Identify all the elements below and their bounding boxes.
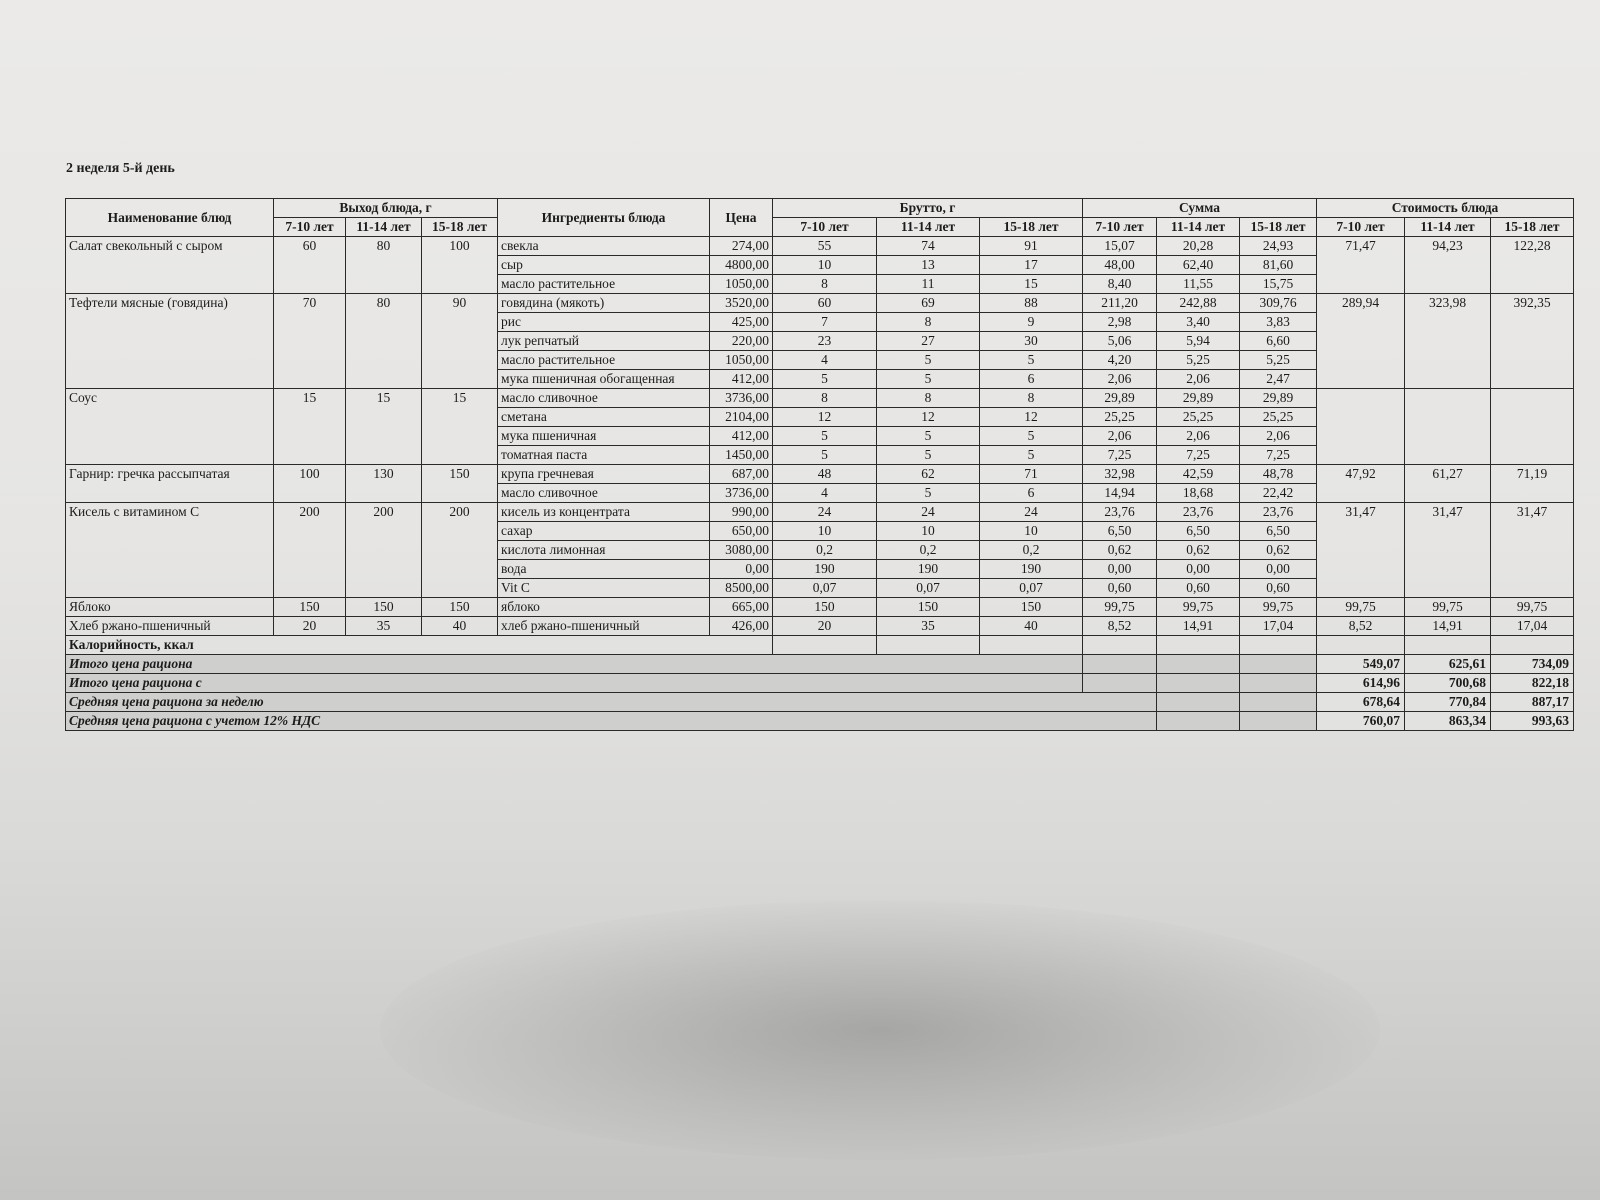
ingredient-gross: 8 [773, 389, 877, 408]
dish-cost: 323,98 [1405, 294, 1491, 389]
ingredient-sum: 81,60 [1240, 256, 1317, 275]
ingredient-gross: 8 [877, 389, 980, 408]
ingredient-name: мука пшеничная обогащенная [498, 370, 710, 389]
ingredient-sum: 99,75 [1240, 598, 1317, 617]
ingredient-gross: 13 [877, 256, 980, 275]
dish-yield: 200 [274, 503, 346, 598]
ingredient-row [66, 503, 1574, 522]
ingredient-gross: 5 [877, 484, 980, 503]
ingredient-sum: 2,06 [1157, 427, 1240, 446]
empty-cell [1157, 693, 1240, 712]
empty-cell [1083, 655, 1157, 674]
empty-cell [773, 636, 877, 655]
page-title: 2 неделя 5-й день [66, 161, 175, 176]
ingredient-name: кисель из концентрата [498, 503, 710, 522]
dish-yield: 130 [346, 465, 422, 503]
ingredient-name: Vit C [498, 579, 710, 598]
ingredient-gross: 88 [980, 294, 1083, 313]
header-age: 11-14 лет [877, 218, 980, 237]
empty-cell [1083, 674, 1157, 693]
ingredient-gross: 60 [773, 294, 877, 313]
ingredient-gross: 5 [980, 427, 1083, 446]
dish-cost: 99,75 [1317, 598, 1405, 617]
ingredient-gross: 0,2 [773, 541, 877, 560]
ingredient-gross: 8 [773, 275, 877, 294]
ingredient-gross: 12 [877, 408, 980, 427]
ingredient-gross: 24 [980, 503, 1083, 522]
ingredient-sum: 2,06 [1083, 427, 1157, 446]
empty-cell [1240, 674, 1317, 693]
total-value: 734,09 [1491, 655, 1574, 674]
ingredient-gross: 0,2 [980, 541, 1083, 560]
ingredient-gross: 30 [980, 332, 1083, 351]
dish-yield: 150 [422, 598, 498, 617]
header-cost: Стоимость блюда [1317, 199, 1574, 218]
dish-yield: 80 [346, 237, 422, 294]
empty-cell [1405, 636, 1491, 655]
ingredient-sum: 7,25 [1240, 446, 1317, 465]
header-age: 7-10 лет [274, 218, 346, 237]
ingredient-gross: 7 [773, 313, 877, 332]
ingredient-gross: 190 [877, 560, 980, 579]
ingredient-name: хлеб ржано-пшеничный [498, 617, 710, 636]
ingredient-gross: 5 [877, 446, 980, 465]
ingredient-gross: 5 [773, 427, 877, 446]
dish-yield: 80 [346, 294, 422, 389]
empty-cell [877, 636, 980, 655]
dish-yield: 15 [422, 389, 498, 465]
total-value: 770,84 [1405, 693, 1491, 712]
ingredient-sum: 24,93 [1240, 237, 1317, 256]
empty-cell [1157, 636, 1240, 655]
ingredient-gross: 23 [773, 332, 877, 351]
ingredient-sum: 8,40 [1083, 275, 1157, 294]
ingredient-name: масло сливочное [498, 484, 710, 503]
ingredient-price: 665,00 [710, 598, 773, 617]
ingredient-sum: 8,52 [1083, 617, 1157, 636]
ingredient-price: 650,00 [710, 522, 773, 541]
dish-name: Кисель с витамином С [66, 503, 274, 598]
header-age: 11-14 лет [346, 218, 422, 237]
ingredient-gross: 55 [773, 237, 877, 256]
ingredient-gross: 12 [980, 408, 1083, 427]
empty-cell [1240, 636, 1317, 655]
total-value: 993,63 [1491, 712, 1574, 731]
ingredient-gross: 5 [980, 351, 1083, 370]
header-age: 15-18 лет [1240, 218, 1317, 237]
ingredient-name: томатная паста [498, 446, 710, 465]
dish-cost: 122,28 [1491, 237, 1574, 294]
ingredient-price: 412,00 [710, 370, 773, 389]
header-age: 15-18 лет [422, 218, 498, 237]
ingredient-gross: 190 [773, 560, 877, 579]
ingredient-gross: 4 [773, 484, 877, 503]
ingredient-gross: 15 [980, 275, 1083, 294]
ingredient-name: свекла [498, 237, 710, 256]
ingredient-sum: 309,76 [1240, 294, 1317, 313]
dish-yield: 40 [422, 617, 498, 636]
ingredient-gross: 10 [773, 522, 877, 541]
ingredient-sum: 48,78 [1240, 465, 1317, 484]
total-value: 549,07 [1317, 655, 1405, 674]
ingredient-sum: 0,00 [1157, 560, 1240, 579]
dish-cost: 31,47 [1317, 503, 1405, 598]
dish-yield: 100 [274, 465, 346, 503]
dish-yield: 70 [274, 294, 346, 389]
dish-cost: 71,47 [1317, 237, 1405, 294]
ingredient-gross: 40 [980, 617, 1083, 636]
ingredient-sum: 2,06 [1157, 370, 1240, 389]
dish-cost: 99,75 [1491, 598, 1574, 617]
ingredient-gross: 6 [980, 484, 1083, 503]
dish-name: Соус [66, 389, 274, 465]
dish-cost: 31,47 [1405, 503, 1491, 598]
ingredient-name: мука пшеничная [498, 427, 710, 446]
ingredient-price: 4800,00 [710, 256, 773, 275]
ingredient-gross: 35 [877, 617, 980, 636]
header-age: 11-14 лет [1157, 218, 1240, 237]
ingredient-gross: 10 [877, 522, 980, 541]
ingredient-sum: 99,75 [1157, 598, 1240, 617]
ingredient-name: масло сливочное [498, 389, 710, 408]
dish-yield: 200 [346, 503, 422, 598]
dish-cost: 47,92 [1317, 465, 1405, 503]
dish-cost: 71,19 [1491, 465, 1574, 503]
empty-cell [1240, 693, 1317, 712]
ingredient-gross: 5 [877, 370, 980, 389]
ingredient-name: масло растительное [498, 351, 710, 370]
ingredient-name: рис [498, 313, 710, 332]
ingredient-row [66, 389, 1574, 408]
dish-cost: 99,75 [1405, 598, 1491, 617]
total-row [66, 693, 1574, 712]
ingredient-sum: 0,62 [1240, 541, 1317, 560]
header-age: 15-18 лет [980, 218, 1083, 237]
ingredient-gross: 24 [877, 503, 980, 522]
ingredient-sum: 2,06 [1083, 370, 1157, 389]
ingredient-sum: 0,62 [1083, 541, 1157, 560]
total-value: 887,17 [1491, 693, 1574, 712]
ingredient-price: 2104,00 [710, 408, 773, 427]
ingredient-sum: 242,88 [1157, 294, 1240, 313]
dish-yield: 20 [274, 617, 346, 636]
ingredient-name: сахар [498, 522, 710, 541]
ingredient-gross: 150 [877, 598, 980, 617]
ingredient-sum: 23,76 [1240, 503, 1317, 522]
ingredient-row [66, 237, 1574, 256]
ingredient-gross: 17 [980, 256, 1083, 275]
empty-cell [1240, 712, 1317, 731]
dish-name: Тефтели мясные (говядина) [66, 294, 274, 389]
ingredient-sum: 5,25 [1157, 351, 1240, 370]
ingredient-sum: 5,25 [1240, 351, 1317, 370]
ingredient-price: 3736,00 [710, 389, 773, 408]
ingredient-sum: 18,68 [1157, 484, 1240, 503]
ingredient-gross: 6 [980, 370, 1083, 389]
ingredient-sum: 14,91 [1157, 617, 1240, 636]
ingredient-gross: 27 [877, 332, 980, 351]
dish-yield: 150 [422, 465, 498, 503]
ingredient-sum: 7,25 [1157, 446, 1240, 465]
ingredient-sum: 23,76 [1083, 503, 1157, 522]
total-label: Средняя цена рациона за неделю [66, 693, 1157, 712]
dish-yield: 60 [274, 237, 346, 294]
empty-cell [1157, 655, 1240, 674]
empty-cell [1157, 674, 1240, 693]
header-sum: Сумма [1083, 199, 1317, 218]
ingredient-sum: 29,89 [1157, 389, 1240, 408]
header-yield: Выход блюда, г [274, 199, 498, 218]
dish-cost [1317, 389, 1405, 465]
ingredient-name: сыр [498, 256, 710, 275]
ingredient-sum: 0,60 [1157, 579, 1240, 598]
total-value: 678,64 [1317, 693, 1405, 712]
dish-yield: 150 [274, 598, 346, 617]
ingredient-sum: 23,76 [1157, 503, 1240, 522]
header-gross: Брутто, г [773, 199, 1083, 218]
empty-cell [1083, 636, 1157, 655]
ingredient-name: яблоко [498, 598, 710, 617]
ingredient-price: 1050,00 [710, 351, 773, 370]
ingredient-gross: 5 [773, 370, 877, 389]
ingredient-sum: 25,25 [1240, 408, 1317, 427]
ingredient-sum: 11,55 [1157, 275, 1240, 294]
ingredient-gross: 4 [773, 351, 877, 370]
dish-cost: 94,23 [1405, 237, 1491, 294]
ingredient-sum: 99,75 [1083, 598, 1157, 617]
ingredient-gross: 8 [877, 313, 980, 332]
ingredient-sum: 5,94 [1157, 332, 1240, 351]
calories-row [66, 636, 1574, 655]
ingredient-gross: 5 [980, 446, 1083, 465]
header-age: 11-14 лет [1405, 218, 1491, 237]
dish-yield: 90 [422, 294, 498, 389]
ingredient-sum: 20,28 [1157, 237, 1240, 256]
ingredient-gross: 91 [980, 237, 1083, 256]
empty-cell [980, 636, 1083, 655]
ingredient-row [66, 598, 1574, 617]
ingredient-name: сметана [498, 408, 710, 427]
header-age: 7-10 лет [1317, 218, 1405, 237]
ingredient-sum: 6,50 [1157, 522, 1240, 541]
header-dish: Наименование блюд [66, 199, 274, 237]
dish-name: Хлеб ржано-пшеничный [66, 617, 274, 636]
ingredient-sum: 3,83 [1240, 313, 1317, 332]
ingredient-sum: 3,40 [1157, 313, 1240, 332]
ingredient-sum: 62,40 [1157, 256, 1240, 275]
dish-cost: 61,27 [1405, 465, 1491, 503]
dish-cost: 31,47 [1491, 503, 1574, 598]
ingredient-row [66, 465, 1574, 484]
ingredient-gross: 190 [980, 560, 1083, 579]
ingredient-sum: 0,60 [1240, 579, 1317, 598]
ingredient-name: вода [498, 560, 710, 579]
ingredient-sum: 32,98 [1083, 465, 1157, 484]
menu-table [65, 198, 1574, 731]
ingredient-sum: 22,42 [1240, 484, 1317, 503]
ingredient-name: крупа гречневая [498, 465, 710, 484]
header-price: Цена [710, 199, 773, 237]
dish-cost: 392,35 [1491, 294, 1574, 389]
ingredient-price: 220,00 [710, 332, 773, 351]
total-label: Итого цена рациона с [66, 674, 1083, 693]
ingredient-sum: 5,06 [1083, 332, 1157, 351]
dish-yield: 15 [274, 389, 346, 465]
ingredient-gross: 0,2 [877, 541, 980, 560]
ingredient-price: 1450,00 [710, 446, 773, 465]
ingredient-price: 426,00 [710, 617, 773, 636]
ingredient-price: 3736,00 [710, 484, 773, 503]
ingredient-price: 3080,00 [710, 541, 773, 560]
dish-cost [1405, 389, 1491, 465]
ingredient-sum: 7,25 [1083, 446, 1157, 465]
header-age: 7-10 лет [773, 218, 877, 237]
ingredient-sum: 2,47 [1240, 370, 1317, 389]
ingredient-gross: 5 [877, 427, 980, 446]
ingredient-gross: 10 [980, 522, 1083, 541]
ingredient-price: 990,00 [710, 503, 773, 522]
ingredient-gross: 8 [980, 389, 1083, 408]
ingredient-sum: 14,94 [1083, 484, 1157, 503]
ingredient-sum: 48,00 [1083, 256, 1157, 275]
dish-cost: 289,94 [1317, 294, 1405, 389]
total-value: 625,61 [1405, 655, 1491, 674]
total-value: 760,07 [1317, 712, 1405, 731]
ingredient-sum: 42,59 [1157, 465, 1240, 484]
ingredient-gross: 74 [877, 237, 980, 256]
ingredient-sum: 15,75 [1240, 275, 1317, 294]
ingredient-price: 687,00 [710, 465, 773, 484]
total-label: Итого цена рациона [66, 655, 1083, 674]
empty-cell [1157, 712, 1240, 731]
totals-body [66, 636, 1574, 731]
ingredient-price: 425,00 [710, 313, 773, 332]
header-ingredients: Ингредиенты блюда [498, 199, 710, 237]
total-row [66, 674, 1574, 693]
dish-yield: 150 [346, 598, 422, 617]
dish-name: Салат свекольный с сыром [66, 237, 274, 294]
ingredient-gross: 69 [877, 294, 980, 313]
total-value: 822,18 [1491, 674, 1574, 693]
ingredient-sum: 0,00 [1240, 560, 1317, 579]
ingredient-sum: 0,62 [1157, 541, 1240, 560]
ingredient-gross: 48 [773, 465, 877, 484]
ingredient-sum: 29,89 [1240, 389, 1317, 408]
total-row [66, 655, 1574, 674]
ingredient-sum: 15,07 [1083, 237, 1157, 256]
empty-cell [1240, 655, 1317, 674]
ingredient-sum: 6,50 [1083, 522, 1157, 541]
ingredient-price: 0,00 [710, 560, 773, 579]
ingredient-row [66, 294, 1574, 313]
ingredient-gross: 5 [773, 446, 877, 465]
total-value: 863,34 [1405, 712, 1491, 731]
dish-yield: 15 [346, 389, 422, 465]
ingredient-sum: 25,25 [1083, 408, 1157, 427]
total-row [66, 712, 1574, 731]
ingredient-row [66, 617, 1574, 636]
ingredient-name: кислота лимонная [498, 541, 710, 560]
menu-body [66, 237, 1574, 636]
header-age: 7-10 лет [1083, 218, 1157, 237]
ingredient-name: лук репчатый [498, 332, 710, 351]
ingredient-price: 8500,00 [710, 579, 773, 598]
ingredient-gross: 62 [877, 465, 980, 484]
ingredient-price: 1050,00 [710, 275, 773, 294]
ingredient-price: 412,00 [710, 427, 773, 446]
dish-cost: 14,91 [1405, 617, 1491, 636]
ingredient-gross: 10 [773, 256, 877, 275]
ingredient-gross: 5 [877, 351, 980, 370]
ingredient-sum: 6,50 [1240, 522, 1317, 541]
ingredient-gross: 0,07 [773, 579, 877, 598]
ingredient-gross: 11 [877, 275, 980, 294]
ingredient-sum: 2,98 [1083, 313, 1157, 332]
dish-cost: 17,04 [1491, 617, 1574, 636]
calories-label: Калорийность, ккал [66, 636, 773, 655]
ingredient-price: 274,00 [710, 237, 773, 256]
ingredient-sum: 17,04 [1240, 617, 1317, 636]
ingredient-sum: 6,60 [1240, 332, 1317, 351]
ingredient-gross: 0,07 [980, 579, 1083, 598]
total-value: 614,96 [1317, 674, 1405, 693]
dish-yield: 200 [422, 503, 498, 598]
ingredient-gross: 0,07 [877, 579, 980, 598]
ingredient-sum: 2,06 [1240, 427, 1317, 446]
ingredient-price: 3520,00 [710, 294, 773, 313]
dish-cost [1491, 389, 1574, 465]
ingredient-gross: 20 [773, 617, 877, 636]
ingredient-sum: 0,60 [1083, 579, 1157, 598]
ingredient-gross: 150 [773, 598, 877, 617]
total-value: 700,68 [1405, 674, 1491, 693]
dish-cost: 8,52 [1317, 617, 1405, 636]
header-age: 15-18 лет [1491, 218, 1574, 237]
ingredient-sum: 0,00 [1083, 560, 1157, 579]
empty-cell [1491, 636, 1574, 655]
ingredient-sum: 211,20 [1083, 294, 1157, 313]
ingredient-gross: 12 [773, 408, 877, 427]
paper-shadow [380, 900, 1380, 1160]
ingredient-sum: 25,25 [1157, 408, 1240, 427]
ingredient-name: говядина (мякоть) [498, 294, 710, 313]
empty-cell [1317, 636, 1405, 655]
total-label: Средняя цена рациона с учетом 12% НДС [66, 712, 1157, 731]
ingredient-name: масло растительное [498, 275, 710, 294]
ingredient-gross: 24 [773, 503, 877, 522]
ingredient-gross: 71 [980, 465, 1083, 484]
dish-yield: 100 [422, 237, 498, 294]
dish-name: Яблоко [66, 598, 274, 617]
dish-yield: 35 [346, 617, 422, 636]
ingredient-gross: 9 [980, 313, 1083, 332]
ingredient-gross: 150 [980, 598, 1083, 617]
ingredient-sum: 4,20 [1083, 351, 1157, 370]
dish-name: Гарнир: гречка рассыпчатая [66, 465, 274, 503]
ingredient-sum: 29,89 [1083, 389, 1157, 408]
